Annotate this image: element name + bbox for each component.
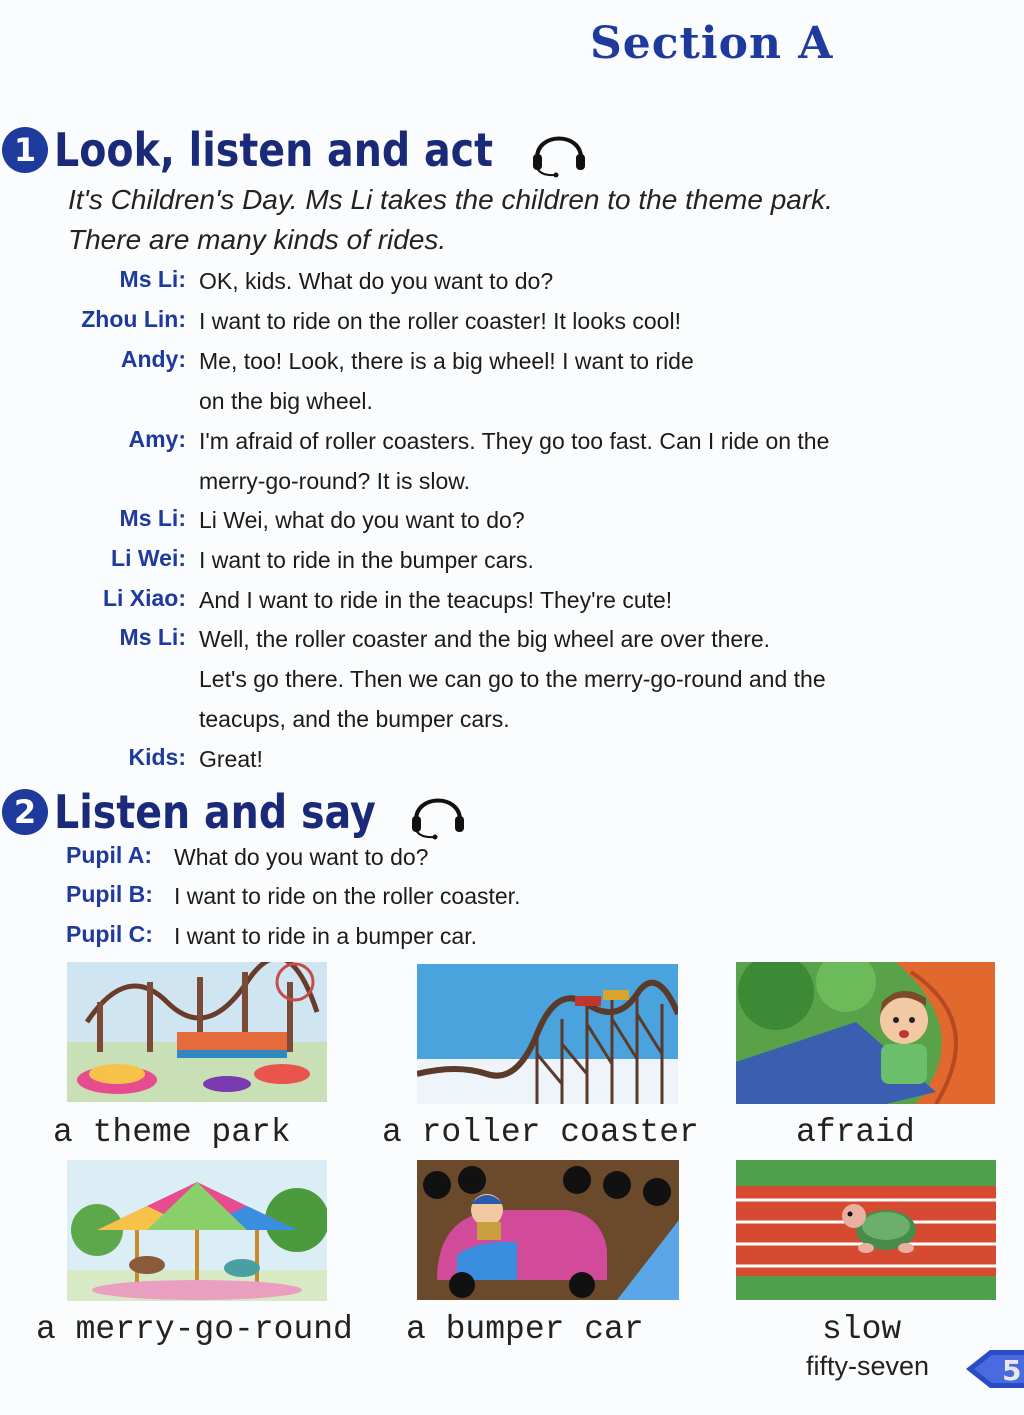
speaker-label: Amy: [128, 426, 186, 452]
speaker-label: Li Wei: [111, 545, 186, 571]
speaker-label: Kids: [128, 744, 186, 770]
dialogue-line: Great! [199, 746, 263, 772]
part1-title: Look, listen and act [54, 123, 494, 177]
merry-go-round-picture [67, 1160, 327, 1301]
afraid-boy-picture [736, 962, 995, 1104]
speaker-label: Ms Li: [119, 266, 186, 292]
part1-number: 1 [2, 127, 48, 173]
dialogue-line: Li Wei, what do you want to do? [199, 507, 525, 533]
theme-park-picture [67, 962, 327, 1102]
dialogue-line: OK, kids. What do you want to do? [199, 268, 554, 294]
dialogue-line: Let's go there. Then we can go to the merry-go-round and the [199, 666, 826, 692]
speaker-label: Pupil C: [66, 921, 153, 947]
headphones-icon [527, 122, 591, 178]
part2-title: Listen and say [54, 785, 376, 839]
part1-intro-line-1: It's Children's Day. Ms Li takes the children to the theme park. [68, 184, 833, 215]
caption-bumper-car: a bumper car [406, 1311, 644, 1348]
part2-heading [2, 784, 470, 840]
caption-merry-go-round: a merry-go-round [36, 1311, 353, 1348]
headphones-icon [406, 784, 470, 840]
speaker-label: Andy: [120, 346, 186, 372]
speaker-label: Pupil B: [66, 881, 153, 907]
speaker-label: Li Xiao: [102, 585, 186, 611]
dialogue-line: teacups, and the bumper cars. [199, 706, 510, 732]
part2-number: 2 [2, 789, 48, 835]
roller-coaster-picture [417, 964, 678, 1104]
caption-theme-park: a theme park [53, 1114, 291, 1151]
bumper-car-picture [417, 1160, 679, 1300]
speaker-label: Pupil A: [66, 842, 153, 868]
dialogue-line: I want to ride on the roller coaster! It looks cool! [199, 308, 681, 334]
speaker-label: Zhou Lin: [81, 306, 186, 332]
dialogue-line: I want to ride on the roller coaster. [174, 883, 521, 909]
dialogue-line: I want to ride in a bumper car. [174, 923, 477, 949]
speaker-label: Ms Li: [119, 505, 186, 531]
page-number-tab [966, 1344, 1024, 1394]
dialogue-line: merry-go-round? It is slow. [199, 468, 470, 494]
part1-intro-line-2: There are many kinds of rides. [68, 224, 447, 255]
caption-afraid: afraid [796, 1114, 915, 1151]
dialogue-line: What do you want to do? [174, 844, 429, 870]
dialogue-line: on the big wheel. [199, 388, 373, 414]
caption-roller-coaster: a roller coaster [382, 1114, 699, 1151]
caption-slow: slow [822, 1311, 902, 1348]
page-number-words: fifty-seven [806, 1351, 930, 1381]
speaker-label: Ms Li: [119, 624, 186, 650]
dialogue-line: I'm afraid of roller coasters. They go too fast. Can I ride on the [199, 428, 830, 454]
dialogue-line: Me, too! Look, there is a big wheel! I want to ride [199, 348, 694, 374]
dialogue-line: Well, the roller coaster and the big wheel are over there. [199, 626, 771, 652]
dialogue-line: And I want to ride in the teacups! They're cute! [199, 587, 673, 613]
page-number: 5 [1002, 1354, 1022, 1387]
slow-turtle-picture [736, 1160, 996, 1300]
section-title: Section A [590, 18, 834, 69]
dialogue-line: I want to ride in the bumper cars. [199, 547, 534, 573]
part1-heading [2, 122, 591, 178]
